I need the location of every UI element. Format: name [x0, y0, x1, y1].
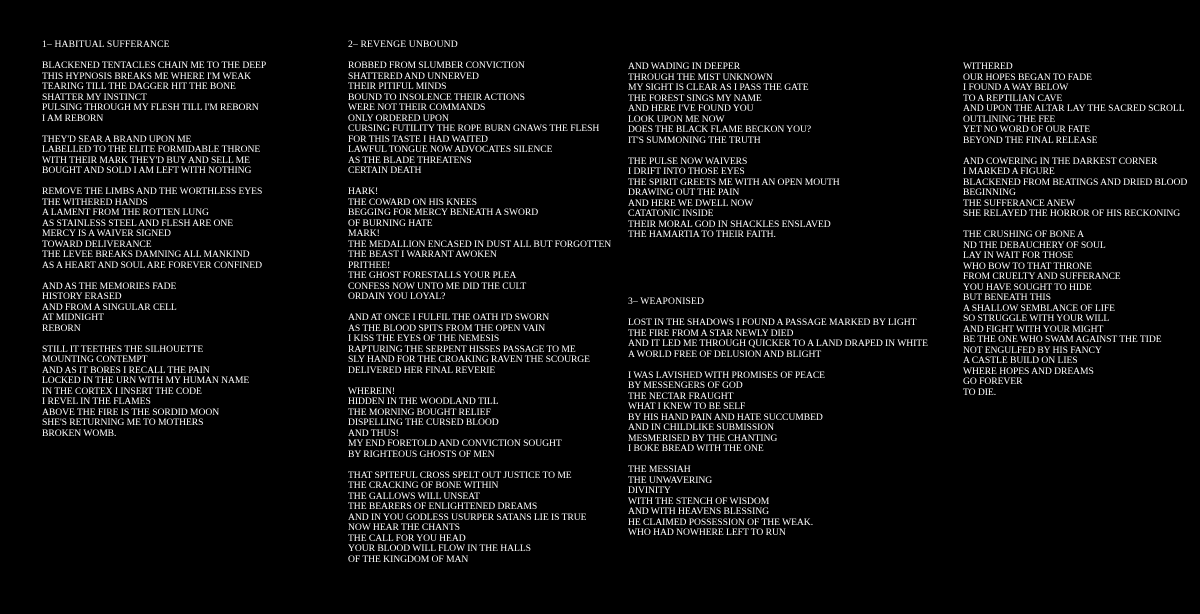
lyric-line: MESMERISED BY THE CHANTING: [628, 432, 778, 444]
lyric-line: LOOK UPON ME NOW: [628, 113, 725, 125]
lyric-line: DELIVERED HER FINAL REVERIE: [348, 364, 496, 376]
lyric-line: AND IN CHILDLIKE SUBMISSION: [628, 422, 775, 433]
lyric-line: MOUNTING CONTEMPT: [42, 354, 148, 365]
lyric-line: AND HERE WE DWELL NOW: [628, 197, 754, 209]
lyric-line: CONFESS NOW UNTO ME DID THE CULT: [348, 280, 527, 292]
lyric-line: THE FOREST SINGS MY NAME: [628, 92, 762, 104]
lyric-line: AND WADING IN DEEPER: [628, 61, 741, 72]
lyric-line: TO DIE.: [963, 386, 997, 398]
lyric-line: PRITHEE!: [348, 259, 391, 271]
stanza: [348, 313, 603, 376]
stanza: [348, 471, 603, 566]
lyric-line: BROKEN WOMB.: [42, 427, 117, 439]
lyric-line: THE HAMARTIA TO THEIR FAITH.: [628, 229, 776, 240]
lyric-line: THE SUFFERANCE ANEW: [963, 197, 1076, 209]
lyric-line: I REVEL IN THE FLAMES: [42, 396, 151, 407]
lyric-line: OF THE KINGDOM OF MAN: [348, 553, 469, 565]
lyric-line: SHATTERED AND UNNERVED: [348, 70, 479, 82]
lyric-line: BY HIS HAND PAIN AND HATE SUCCUMBED: [628, 411, 823, 423]
lyric-line: ND THE DEBAUCHERY OF SOUL: [963, 239, 1106, 251]
lyric-line: YET NO WORD OF OUR FATE: [963, 124, 1091, 135]
lyric-line: I MARKED A FIGURE: [963, 166, 1055, 177]
lyric-line: REMOVE THE LIMBS AND THE WORTHLESS EYES: [42, 186, 263, 197]
lyric-line: TEARING TILL THE DAGGER HIT THE BONE: [42, 81, 236, 92]
song-revenge-unbound: [348, 39, 612, 565]
lyric-line: RAPTURING THE SERPENT HISSES PASSAGE TO ME: [348, 343, 576, 355]
lyric-line: WHERE HOPES AND DREAMS: [963, 365, 1094, 377]
lyric-line: THE GALLOWS WILL UNSEAT: [348, 490, 480, 502]
stanza: [963, 230, 1200, 398]
stanza: [348, 186, 612, 303]
lyric-line: AT MIDNIGHT: [42, 312, 104, 323]
lyric-line: IT'S SUMMONING THE TRUTH: [628, 134, 761, 146]
lyric-line: I WAS LAVISHED WITH PROMISES OF PEACE: [628, 369, 825, 381]
lyric-line: THEIR PITIFUL MINDS: [348, 81, 447, 92]
lyric-line: YOU HAVE SOUGHT TO HIDE: [963, 281, 1092, 293]
lyric-line: THE SPIRIT GREETS ME WITH AN OPEN MOUTH: [628, 176, 840, 188]
lyric-line: MARK!: [348, 228, 380, 239]
lyric-line: ROBBED FROM SLUMBER CONVICTION: [348, 60, 525, 71]
lyric-line: NOW HEAR THE CHANTS: [348, 522, 460, 533]
stanza: [42, 61, 297, 124]
lyric-line: BEGGING FOR MERCY BENEATH A SWORD: [348, 207, 539, 218]
lyric-line: THEY'D SEAR A BRAND UPON ME: [42, 133, 192, 145]
lyric-line: LOST IN THE SHADOWS I FOUND A PASSAGE MARKED BY LIGHT: [628, 317, 917, 328]
lyric-line: MY SIGHT IS CLEAR AS I PASS THE GATE: [628, 82, 809, 93]
lyric-line: I DRIFT INTO THOSE EYES: [628, 166, 745, 177]
lyric-line: CERTAIN DEATH: [348, 165, 422, 176]
lyric-line: WHO BOW TO THAT THRONE: [963, 260, 1092, 272]
lyric-line: LABELLED TO THE ELITE FORMIDABLE THRONE: [42, 144, 261, 155]
stanza: [42, 135, 297, 177]
lyric-line: I BOKE BREAD WITH THE ONE: [628, 443, 764, 454]
lyric-line: THROUGH THE MIST UNKNOWN: [628, 71, 773, 83]
lyric-line: OUTLINING THE FEE: [963, 113, 1056, 125]
lyric-line: BUT BENEATH THIS: [963, 292, 1051, 303]
stanza: [963, 62, 1200, 146]
lyric-line: GO FOREVER: [963, 376, 1023, 387]
lyric-line: SO STRUGGLE WITH YOUR WILL: [963, 313, 1110, 324]
stanza: [42, 345, 297, 440]
lyric-line: A LAMENT FROM THE ROTTEN LUNG: [42, 207, 209, 218]
lyric-line: AND THUS!: [348, 427, 399, 439]
lyric-line: OUR HOPES BEGAN TO FADE: [963, 71, 1092, 83]
lyric-line: BOUGHT AND SOLD I AM LEFT WITH NOTHING: [42, 165, 252, 176]
lyric-line: THE FIRE FROM A STAR NEWLY DIED: [628, 327, 794, 339]
lyric-line: THE PULSE NOW WAIVERS: [628, 155, 748, 167]
stanza: [628, 371, 938, 455]
lyric-line: OF BURNING HATE: [348, 217, 433, 229]
lyric-line: BY MESSENGERS OF GOD: [628, 380, 743, 391]
lyric-line: BEGINNING: [963, 187, 1016, 198]
stanza: [42, 187, 297, 271]
lyric-line: AS A HEART AND SOUL ARE FOREVER CONFINED: [42, 259, 262, 271]
lyric-line: STILL IT TEETHES THE SILHOUETTE: [42, 343, 204, 355]
lyric-line: AND COWERING IN THE DARKEST CORNER: [963, 155, 1158, 167]
lyric-line: ORDAIN YOU LOYAL?: [348, 291, 446, 302]
lyric-line: BE THE ONE WHO SWAM AGAINST THE TIDE: [963, 334, 1162, 345]
lyric-line: THE MEDALLION ENCASED IN DUST ALL BUT FORGOTTEN: [348, 238, 612, 250]
lyric-line: SHE'S RETURNING ME TO MOTHERS: [42, 417, 204, 428]
lyric-line: CURSING FUTILITY THE ROPE BURN GNAWS THE FLESH: [348, 123, 600, 134]
lyric-line: THE CALL FOR YOU HEAD: [348, 532, 466, 544]
lyric-line: AS THE BLOOD SPITS FROM THE OPEN VAIN: [348, 322, 546, 334]
lyric-line: I KISS THE EYES OF THE NEMESIS: [348, 333, 500, 344]
lyric-line: AS STAINLESS STEEL AND FLESH ARE ONE: [42, 217, 234, 229]
lyric-line: SLY HAND FOR THE CROAKING RAVEN THE SCOURGE: [348, 354, 590, 365]
lyric-line: THE UNWAVERING: [628, 474, 713, 486]
lyric-line: FOR THIS TASTE I HAD WAITED: [348, 133, 488, 145]
stanza: [628, 157, 938, 241]
stanza: [628, 465, 938, 539]
lyric-line: IN THE CORTEX I INSERT THE CODE: [42, 385, 202, 397]
song-title: 1– HABITUAL SUFFERANCE: [42, 39, 170, 50]
lyric-line: DIVINITY: [628, 485, 671, 496]
stanza: [628, 62, 938, 146]
lyric-line: MERCY IS A WAIVER SIGNED: [42, 228, 171, 239]
lyric-line: THE CRACKING OF BONE WITHIN: [348, 480, 499, 491]
lyric-line: YOUR BLOOD WILL FLOW IN THE HALLS: [348, 543, 531, 554]
lyric-line: WITH THE STENCH OF WISDOM: [628, 495, 770, 507]
lyric-line: REBORN: [42, 322, 81, 334]
lyric-line: AND HERE I'VE FOUND YOU: [628, 103, 754, 114]
lyric-line: LAY IN WAIT FOR THOSE: [963, 250, 1074, 261]
lyric-line: I AM REBORN: [42, 112, 104, 124]
lyric-line: WHAT I KNEW TO BE SELF: [628, 401, 746, 412]
stanza: [348, 387, 603, 461]
lyric-line: WITHERED: [963, 61, 1013, 72]
lyric-line: THE LEVEE BREAKS DAMNING ALL MANKIND: [42, 249, 250, 260]
song-habitual-sufferance: [42, 40, 297, 439]
lyric-line: HIDDEN IN THE WOODLAND TILL: [348, 396, 499, 407]
lyric-line: THE WITHERED HANDS: [42, 196, 148, 208]
lyric-line: DRAWING OUT THE PAIN: [628, 187, 740, 198]
song-revenge-unbound-continued: [628, 62, 938, 241]
song-title: 2– REVENGE UNBOUND: [348, 39, 458, 50]
lyric-line: AND AT ONCE I FULFIL THE OATH I'D SWORN: [348, 312, 550, 323]
lyric-line: CATATONIC INSIDE: [628, 208, 714, 219]
lyric-line: SHE RELAYED THE HORROR OF HIS RECKONING: [963, 208, 1181, 219]
lyric-line: AND IT LED ME THROUGH QUICKER TO A LAND DRAPED IN WHITE: [628, 338, 928, 349]
lyric-line: TO A REPTILIAN CAVE: [963, 92, 1063, 104]
lyric-line: LAWFUL TONGUE NOW ADVOCATES SILENCE: [348, 144, 553, 155]
lyric-line: WITH THEIR MARK THEY'D BUY AND SELL ME: [42, 154, 250, 166]
lyric-line: BY RIGHTEOUS GHOSTS OF MEN: [348, 448, 495, 460]
lyric-line: A SHALLOW SEMBLANCE OF LIFE: [963, 302, 1115, 314]
lyric-line: AND AS THE MEMORIES FADE: [42, 280, 177, 292]
lyric-line: HARK!: [348, 186, 379, 197]
lyric-line: AND AS IT BORES I RECALL THE PAIN: [42, 364, 210, 376]
lyric-line: I FOUND A WAY BELOW: [963, 82, 1069, 93]
lyric-line: ABOVE THE FIRE IS THE SORDID MOON: [42, 406, 220, 418]
lyric-line: SHATTER MY INSTINCT: [42, 91, 147, 103]
stanza: [628, 318, 938, 360]
lyric-line: THE BEAST I WARRANT AWOKEN: [348, 249, 497, 260]
lyric-line: AND IN YOU GODLESS USURPER SATANS LIE IS TRUE: [348, 511, 587, 523]
lyric-line: THEIR MORAL GOD IN SHACKLES ENSLAVED: [628, 218, 831, 230]
lyric-line: THE BEARERS OF ENLIGHTENED DREAMS: [348, 501, 538, 512]
lyric-line: A WORLD FREE OF DELUSION AND BLIGHT: [628, 348, 822, 360]
lyric-line: FROM CRUELTY AND SUFFERANCE: [963, 271, 1121, 282]
stanza: [42, 282, 297, 335]
song-title: 3– WEAPONISED: [628, 296, 705, 307]
lyric-line: THAT SPITEFUL CROSS SPELT OUT JUSTICE TO ME: [348, 469, 572, 481]
song-weaponised-continued: [963, 62, 1200, 398]
lyric-line: AND WITH HEAVENS BLESSING: [628, 506, 769, 517]
lyric-line: THE GHOST FORESTALLS YOUR PLEA: [348, 270, 517, 281]
lyric-line: AND UPON THE ALTAR LAY THE SACRED SCROLL: [963, 103, 1185, 114]
lyric-line: NOT ENGULFED BY HIS FANCY: [963, 344, 1102, 356]
lyric-line: WERE NOT THEIR COMMANDS: [348, 102, 486, 113]
lyric-line: ONLY ORDERED UPON: [348, 112, 449, 124]
lyric-line: THE MESSIAH: [628, 464, 691, 475]
lyric-line: AND FIGHT WITH YOUR MIGHT: [963, 323, 1104, 335]
song-weaponised: [628, 297, 938, 539]
lyric-line: DOES THE BLACK FLAME BECKON YOU?: [628, 124, 812, 135]
lyric-line: AND FROM A SINGULAR CELL: [42, 301, 177, 313]
lyric-line: WHEREIN!: [348, 385, 396, 397]
lyric-line: A CASTLE BUILD ON LIES: [963, 355, 1078, 366]
lyric-line: BEYOND THE FINAL RELEASE: [963, 134, 1098, 146]
lyric-line: TOWARD DELIVERANCE: [42, 238, 152, 250]
lyric-line: PULSING THROUGH MY FLESH TILL I'M REBORN: [42, 102, 259, 113]
lyric-line: THE CRUSHING OF BONE A: [963, 229, 1084, 240]
lyric-line: THE MORNING BOUGHT RELIEF: [348, 406, 491, 418]
lyric-line: THE COWARD ON HIS KNEES: [348, 196, 477, 208]
lyric-line: THIS HYPNOSIS BREAKS ME WHERE I'M WEAK: [42, 70, 251, 82]
lyric-line: HISTORY ERASED: [42, 291, 122, 302]
stanza: [963, 157, 1200, 220]
lyric-line: WHO HAD NOWHERE LEFT TO RUN: [628, 527, 786, 538]
stanza: [348, 61, 603, 177]
lyric-line: AS THE BLADE THREATENS: [348, 154, 472, 166]
lyric-line: MY END FORETOLD AND CONVICTION SOUGHT: [348, 438, 562, 449]
lyric-line: BOUND TO INSOLENCE THEIR ACTIONS: [348, 91, 525, 103]
lyric-line: BLACKENED FROM BEATINGS AND DRIED BLOOD: [963, 176, 1188, 188]
lyric-line: DISPELLING THE CURSED BLOOD: [348, 417, 499, 428]
lyric-line: HE CLAIMED POSSESSION OF THE WEAK.: [628, 516, 814, 528]
lyric-line: LOCKED IN THE URN WITH MY HUMAN NAME: [42, 375, 250, 386]
lyric-line: BLACKENED TENTACLES CHAIN ME TO THE DEEP: [42, 60, 267, 71]
lyric-line: THE NECTAR FRAUGHT: [628, 390, 734, 402]
